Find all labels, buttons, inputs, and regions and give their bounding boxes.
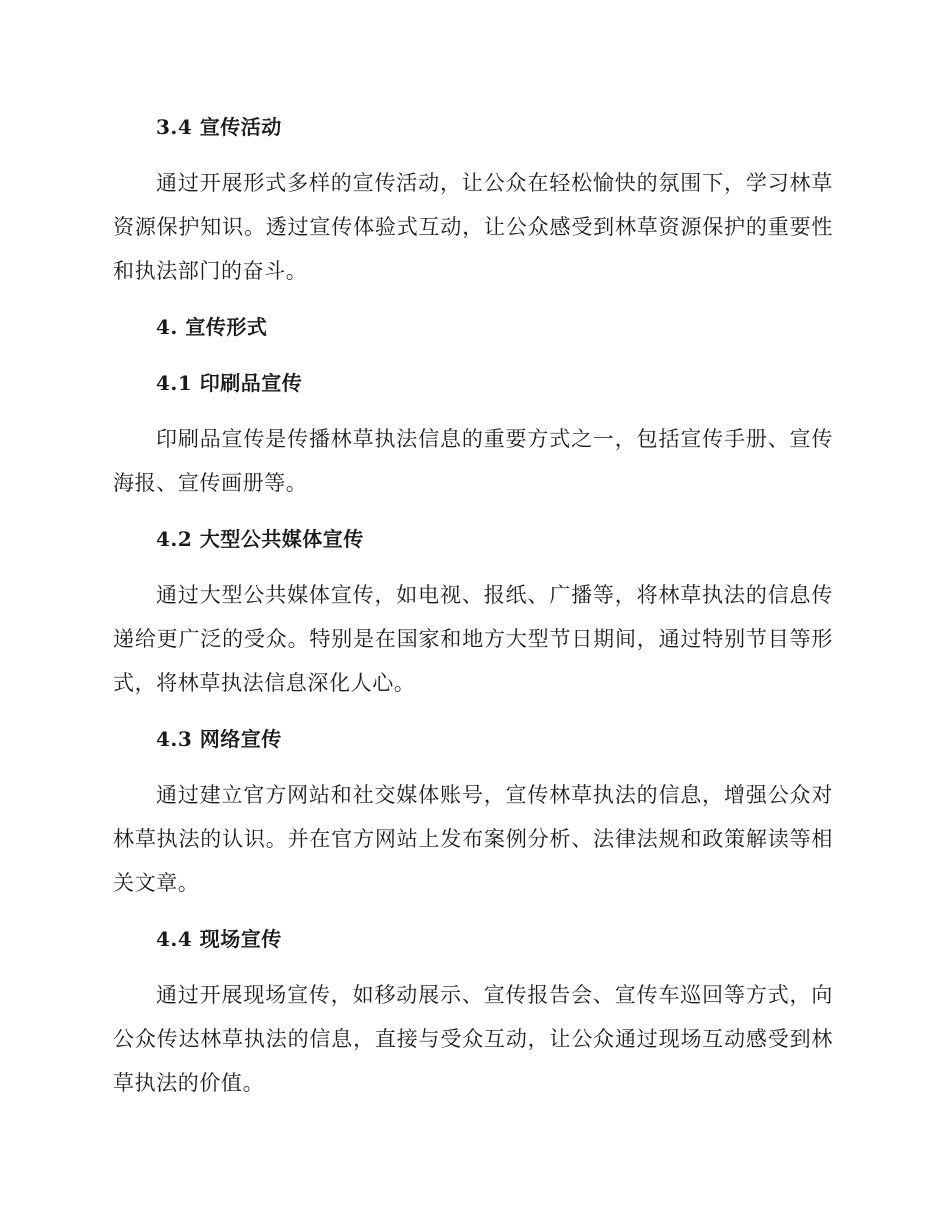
section-paragraph-4-4: 通过开展现场宣传，如移动展示、宣传报告会、宣传车巡回等方式，向公众传达林草执法的信息，直接与受众互动，让公众通过现场互动感受到林草执法的价值。 [113, 983, 833, 1095]
section-paragraph-3-4: 通过开展形式多样的宣传活动，让公众在轻松愉快的氛围下，学习林草资源保护知识。透过宣传体验式互动，让公众感受到林草资源保护的重要性和执法部门的奋斗。 [113, 171, 833, 283]
section-heading-4-2: 4.2 大型公共媒体宣传 [156, 527, 364, 551]
section-paragraph-4-1: 印刷品宣传是传播林草执法信息的重要方式之一，包括宣传手册、宣传海报、宣传画册等。 [113, 427, 833, 495]
section-heading-3-4: 3.4 宣传活动 [156, 115, 282, 139]
section-paragraph-4-2: 通过大型公共媒体宣传，如电视、报纸、广播等，将林草执法的信息传递给更广泛的受众。特别是在国家和地方大型节日期间，通过特别节目等形式，将林草执法信息深化人心。 [113, 583, 833, 695]
section-heading-4: 4. 宣传形式 [156, 315, 268, 339]
section-heading-4-3: 4.3 网络宣传 [156, 727, 282, 751]
document-body [113, 105, 833, 1117]
section-heading-4-1: 4.1 印刷品宣传 [156, 371, 303, 395]
section-paragraph-4-3: 通过建立官方网站和社交媒体账号，宣传林草执法的信息，增强公众对林草执法的认识。并在官方网站上发布案例分析、法律法规和政策解读等相关文章。 [113, 783, 833, 895]
section-heading-4-4: 4.4 现场宣传 [156, 927, 282, 951]
